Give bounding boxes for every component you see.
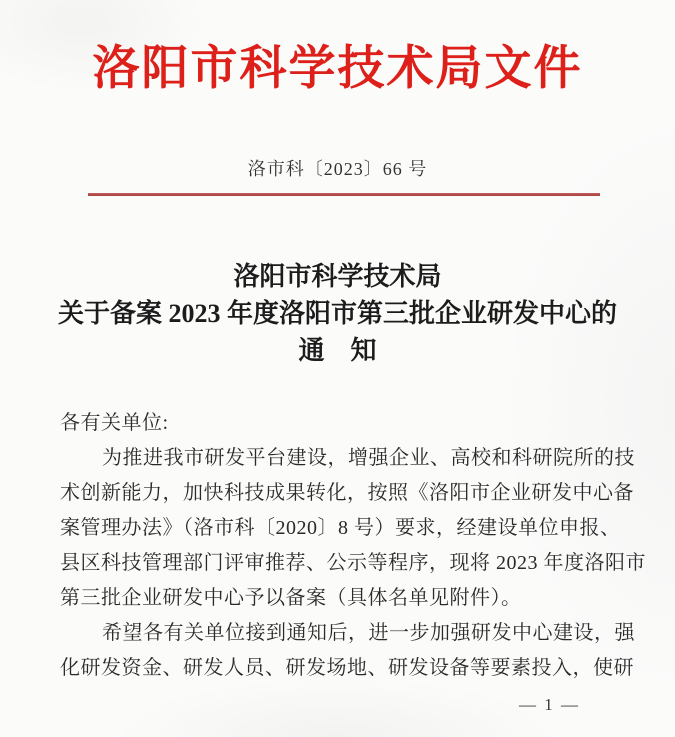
document-body [0,406,675,686]
red-divider-line [88,193,600,196]
page-number: — 1 — [519,695,580,714]
document-title [0,258,675,369]
paragraph1-line: 为推进我市研发平台建设，增强企业、高校和科研院所的技 [102,447,635,469]
paragraph1-line: 第三批企业研发中心予以备案（具体名单见附件）。 [60,587,522,609]
paragraph1-line: 术创新能力，加快科技成果转化，按照《洛阳市企业研发中心备 [60,482,634,504]
salutation: 各有关单位: [60,412,169,434]
document-number: 洛市科〔2023〕66 号 [247,159,428,179]
document-title-line-2: 关于备案 2023 年度洛阳市第三批企业研发中心的 [57,299,617,328]
document-title-line-3: 通 知 [298,336,377,365]
paragraph1-line: 案管理办法》（洛市科〔2020〕8 号）要求，经建设单位申报、 [60,517,621,539]
paragraph1-line: 县区科技管理部门评审推荐、公示等程序，现将 2023 年度洛阳市 [60,552,646,574]
document-header-title: 洛阳市科学技术局文件 [92,43,583,95]
paragraph2-line: 希望各有关单位接到通知后，进一步加强研发中心建设，强 [102,622,635,644]
paragraph2-line: 化研发资金、研发人员、研发场地、研发设备等要素投入，使研 [60,657,634,679]
document-title-line-1: 洛阳市科学技术局 [233,262,442,291]
